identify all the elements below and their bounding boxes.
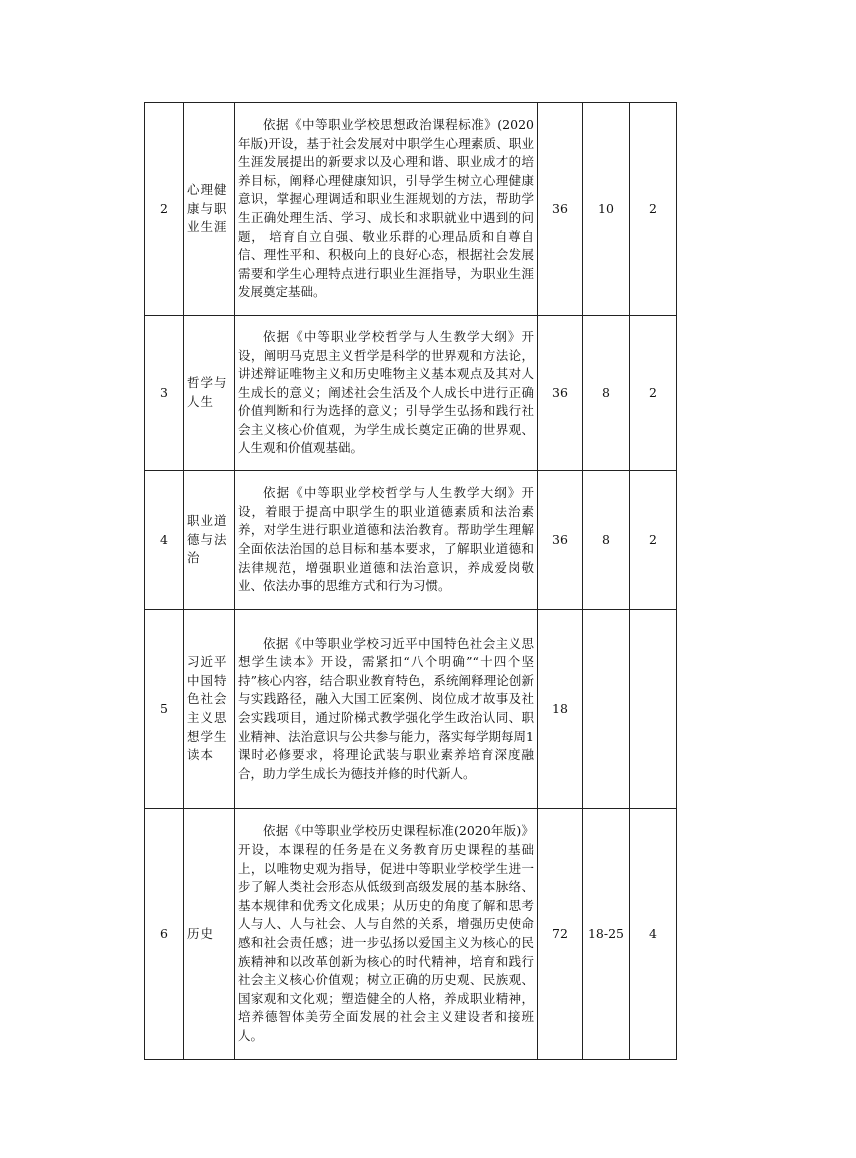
course-name: 哲学与人生 bbox=[184, 316, 235, 471]
row-number: 6 bbox=[145, 809, 184, 1060]
course-hours: 18 bbox=[538, 610, 583, 809]
table-row bbox=[145, 610, 677, 809]
course-weeks: 10 bbox=[583, 103, 630, 316]
course-description: 依据《中等职业学校哲学与人生教学大纲》开设，阐明马克思主义哲学是科学的世界观和方法论，讲述辩证唯物主义和历史唯物主义基本观点及其对人生成长的意义；阐述社会生活及个人成长中进行正确价值判断和行为选择的意义；引导学生弘扬和践行社会主义核心价值观，为学生成长奠定正确的世界观、人生观和价值观基础。 bbox=[235, 316, 538, 471]
course-description: 依据《中等职业学校哲学与人生教学大纲》开设，着眼于提高中职学生的职业道德素质和法治素养，对学生进行职业道德和法治教育。帮助学生理解全面依法治国的总目标和基本要求，了解职业道德和法律规范，增强职业道德和法治意识，养成爱岗敬业、依法办事的思维方式和行为习惯。 bbox=[235, 471, 538, 610]
table-row bbox=[145, 316, 677, 471]
table-row bbox=[145, 471, 677, 610]
course-weeks: 8 bbox=[583, 471, 630, 610]
course-credit: 2 bbox=[630, 471, 677, 610]
course-name: 习近平中国特色社会主义思想学生读本 bbox=[184, 610, 235, 809]
course-weeks bbox=[583, 610, 630, 809]
row-number: 5 bbox=[145, 610, 184, 809]
course-description: 依据《中等职业学校习近平中国特色社会主义思想学生读本》开设，需紧扣“八个明确”“十四个坚持”核心内容，结合职业教育特色，系统阐释理论创新与实践路径，融入大国工匠案例、岗位成才故事及社会实践项目，通过阶梯式教学强化学生政治认同、职业精神、法治意识与公共参与能力，落实每学期每周1课时必修要求，将理论武装与职业素养培育深度融合，助力学生成长为德技并修的时代新人。 bbox=[235, 610, 538, 809]
course-description: 依据《中等职业学校历史课程标准(2020年版)》开设，本课程的任务是在义务教育历史课程的基础上，以唯物史观为指导，促进中等职业学校学生进一步了解人类社会形态从低级到高级发展的基本脉络、基本规律和优秀文化成果；从历史的角度了解和思考人与人、人与社会、人与自然的关系，增强历史使命感和社会责任感；进一步弘扬以爱国主义为核心的民族精神和以改革创新为核心的时代精神，培育和践行社会主义核心价值观；树立正确的历史观、民族观、国家观和文化观；塑造健全的人格，养成职业精神，培养德智体美劳全面发展的社会主义建设者和接班人。 bbox=[235, 809, 538, 1060]
course-hours: 36 bbox=[538, 471, 583, 610]
course-weeks: 8 bbox=[583, 316, 630, 471]
course-name: 心理健康与职业生涯 bbox=[184, 103, 235, 316]
row-number: 3 bbox=[145, 316, 184, 471]
course-name: 职业道德与法治 bbox=[184, 471, 235, 610]
table-row bbox=[145, 103, 677, 316]
course-credit: 2 bbox=[630, 316, 677, 471]
course-credit: 2 bbox=[630, 103, 677, 316]
course-hours: 36 bbox=[538, 316, 583, 471]
row-number: 4 bbox=[145, 471, 184, 610]
course-description: 依据《中等职业学校思想政治课程标准》(2020年版)开设，基于社会发展对中职学生心理素质、职业生涯发展提出的新要求以及心理和谐、职业成才的培养目标，阐释心理健康知识，引导学生树立心理健康意识，掌握心理调适和职业生涯规划的方法，帮助学生正确处理生活、学习、成长和求职就业中遇到的问题， 培育自立自强、敬业乐群的心理品质和自尊自信、理性平和、积极向上的良好心态，根据社会发展需要和学生心理特点进行职业生涯指导，为职业生涯发展奠定基础。 bbox=[235, 103, 538, 316]
table-row bbox=[145, 809, 677, 1060]
row-number: 2 bbox=[145, 103, 184, 316]
course-table bbox=[144, 102, 677, 1060]
course-hours: 36 bbox=[538, 103, 583, 316]
course-name: 历史 bbox=[184, 809, 235, 1060]
course-hours: 72 bbox=[538, 809, 583, 1060]
course-credit: 4 bbox=[630, 809, 677, 1060]
course-credit bbox=[630, 610, 677, 809]
course-weeks: 18-25 bbox=[583, 809, 630, 1060]
